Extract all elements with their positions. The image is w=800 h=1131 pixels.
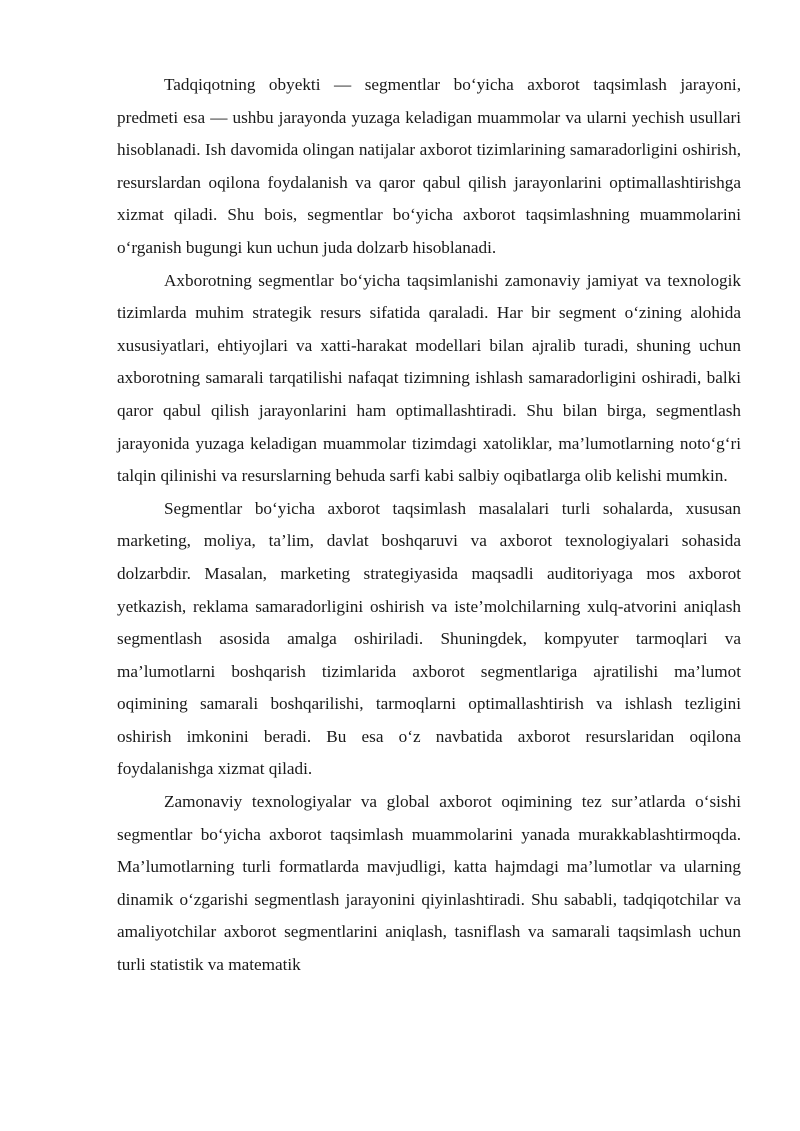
paragraph-4: Zamonaviy texnologiyalar va global axborot oqimining tez sur’atlarda o‘sishi segmentlar bo‘yicha axborot taqsimlash muammolarini yanada murakkablashtirmoqda. Ma’lumotlarning turli formatlarda mavjudligi, katta hajmdagi ma’lumotlar va ularning dinamik o‘zgarishi segmentlash jarayonini qiyinlashtiradi. Shu sababli, tadqiqotchilar va amaliyotchilar axborot segmentlarini aniqlash, tasniflash va samarali taqsimlash uchun turli statistik va matematik: [117, 792, 741, 975]
paragraph-1: Tadqiqotning obyekti — segmentlar bo‘yicha axborot taqsimlash jarayoni, predmeti esa — ushbu jarayonda yuzaga keladigan muammolar va ularni yechish usullari hisoblanadi. Ish davomida olingan natijalar axborot tizimlarining samaradorligini oshirish, resurslardan oqilona foydalanish va qaror qabul qilish jarayonlarini optimallashtirishga xizmat qiladi. Shu bois, segmentlar bo‘yicha axborot taqsimlashning muammolarini o‘rganish bugungi kun uchun juda dolzarb hisoblanadi.: [117, 75, 741, 257]
paragraph-2: Axborotning segmentlar bo‘yicha taqsimlanishi zamonaviy jamiyat va texnologik tizimlarda muhim strategik resurs sifatida qaraladi. Har bir segment o‘zining alohida xususiyatlari, ehtiyojlari va xatti-harakat modellari bilan ajralib turadi, shuning uchun axborotning samarali tarqatilishi nafaqat tizimning ishlash samaradorligini oshiradi, balki qaror qabul qilish jarayonlarini ham optimallashtiradi. Shu bilan birga, segmentlash jarayonida yuzaga keladigan muammolar tizimdagi xatoliklar, ma’lumotlarning noto‘g‘ri talqin qilinishi va resurslarning behuda sarfi kabi salbiy oqibatlarga olib kelishi mumkin.: [117, 270, 741, 486]
paragraph-3: Segmentlar bo‘yicha axborot taqsimlash masalalari turli sohalarda, xususan marketing, moliya, ta’lim, davlat boshqaruvi va axborot texnologiyalari sohasida dolzarbdir. Masalan, marketing strategiyasida maqsadli auditoriyaga mos axborot yetkazish, reklama samaradorligini oshirish va iste’molchilarning xulq-atvorini aniqlash segmentlash asosida amalga oshiriladi. Shuningdek, kompyuter tarmoqlari va ma’lumotlarni boshqarish tizimlarida axborot segmentlariga ajratilishi ma’lumot oqimining samarali boshqarilishi, tarmoqlarni optimallashtirish va ishlash tezligini oshirish imkonini beradi. Bu esa o‘z navbatida axborot resurslaridan oqilona foydalanishga xizmat qiladi.: [117, 498, 741, 779]
document-page: [117, 69, 741, 982]
